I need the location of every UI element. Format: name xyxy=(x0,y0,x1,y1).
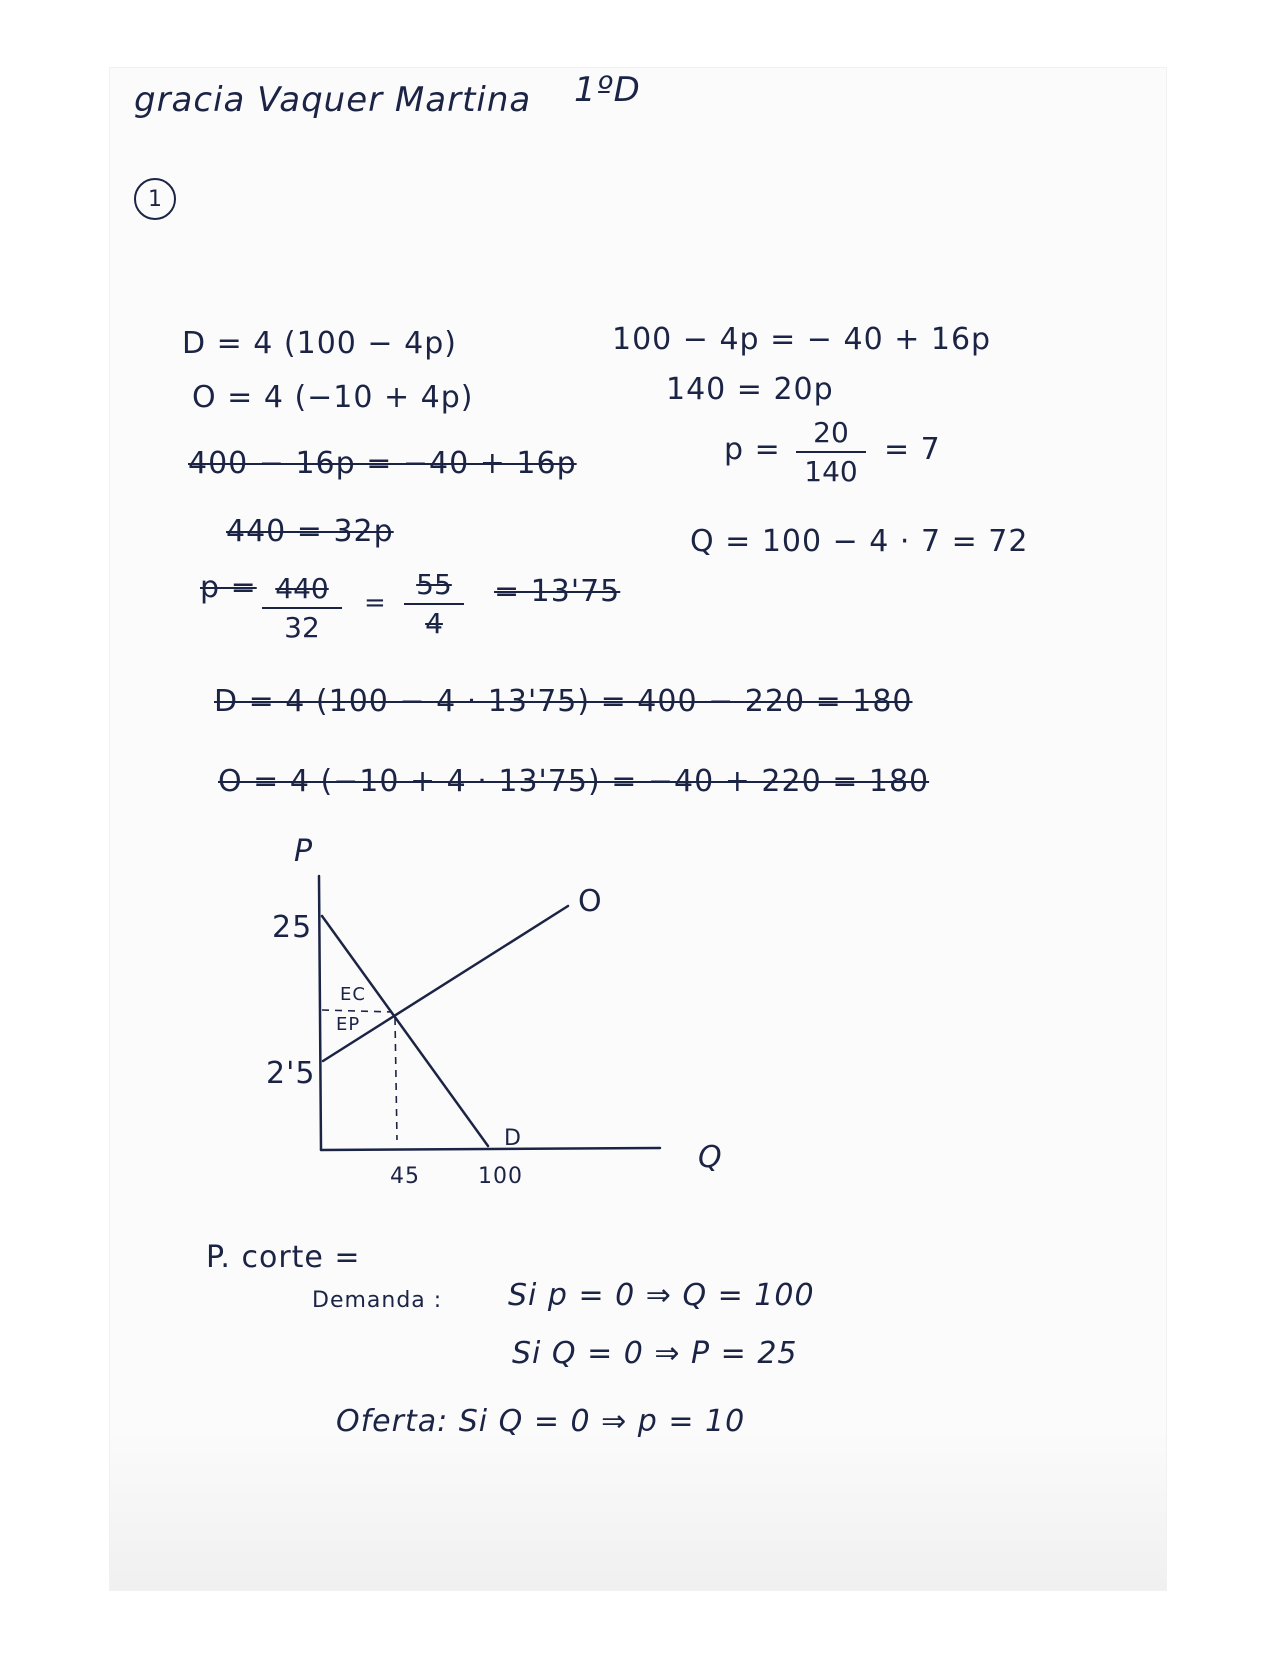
supply-intercept: Oferta: Si Q = 0 ⇒ p = 10 xyxy=(336,1404,746,1439)
price-fraction-num: 20 xyxy=(813,416,849,449)
price-fraction-den: 140 xyxy=(804,455,858,488)
equilibrium-simplified: 140 = 20p xyxy=(666,372,834,407)
price-tick-25: 25 xyxy=(272,910,313,945)
consumer-surplus-label: EC xyxy=(340,984,366,1005)
student-name: gracia Vaquer Martina xyxy=(134,80,532,120)
struck-p-label: p = xyxy=(200,570,257,605)
exercise-number: 1 xyxy=(134,178,176,220)
student-group: 1ºD xyxy=(574,70,641,110)
supply-curve-label: O xyxy=(578,884,603,919)
price-axis-label: P xyxy=(294,834,314,869)
struck-fraction-1-den: 32 xyxy=(284,611,320,644)
quantity-equation: Q = 100 − 4 · 7 = 72 xyxy=(690,524,1029,559)
price-result: = 7 xyxy=(884,432,941,467)
quantity-tick-100: 100 xyxy=(478,1164,523,1189)
price-label: p = xyxy=(724,432,781,467)
supply-equation: O = 4 (−10 + 4p) xyxy=(192,380,474,415)
equilibrium-equation: 100 − 4p = − 40 + 16p xyxy=(612,322,992,357)
struck-fraction-2-den: 4 xyxy=(425,607,443,640)
demand-equation: D = 4 (100 − 4p) xyxy=(182,326,457,361)
price-tick-2-5: 2'5 xyxy=(266,1056,316,1091)
intercepts-title: P. corte = xyxy=(206,1240,361,1275)
struck-supply-check: O = 4 (−10 + 4 · 13'75) = −40 + 220 = 180 xyxy=(218,764,930,799)
quantity-axis-label: Q xyxy=(698,1140,723,1175)
struck-equals: = xyxy=(364,588,387,618)
struck-result: = 13'75 xyxy=(494,574,621,609)
producer-surplus-label: EP xyxy=(336,1014,361,1035)
demand-intercept-p: Si Q = 0 ⇒ P = 25 xyxy=(512,1336,798,1371)
struck-demand-check: D = 4 (100 − 4 · 13'75) = 400 − 220 = 180 xyxy=(214,684,913,719)
quantity-axis xyxy=(321,1148,660,1150)
struck-equation-1: 400 − 16p = −40 + 16p xyxy=(188,446,577,481)
price-axis xyxy=(319,876,321,1150)
equilibrium-price-guide xyxy=(322,1010,392,1012)
equilibrium-quantity-guide xyxy=(395,1018,397,1140)
struck-fraction-1-num: 440 xyxy=(275,572,329,605)
demand-curve-label: D xyxy=(504,1126,522,1151)
demand-intercepts-label: Demanda : xyxy=(312,1288,443,1313)
struck-fraction-2-num: 55 xyxy=(416,568,452,601)
demand-intercept-q: Si p = 0 ⇒ Q = 100 xyxy=(508,1278,815,1313)
quantity-tick-45: 45 xyxy=(390,1164,420,1189)
struck-equation-2: 440 = 32p xyxy=(226,514,394,549)
